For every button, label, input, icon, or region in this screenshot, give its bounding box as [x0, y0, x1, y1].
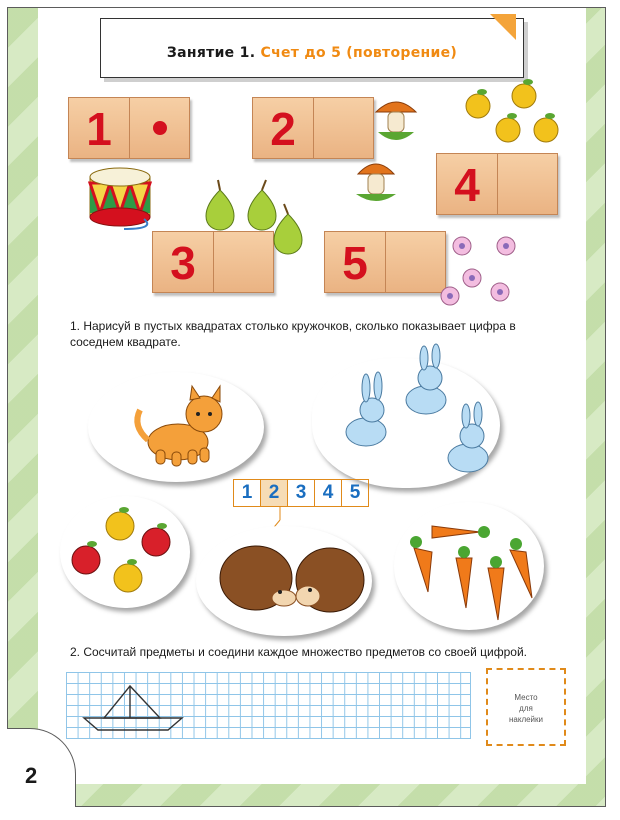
strip-number-1[interactable]: 1 [234, 480, 261, 506]
header-corner-tab [490, 14, 516, 40]
tile-digit: 2 [270, 103, 296, 155]
tile-2-left [253, 98, 313, 158]
task2-instruction: 2. Сосчитай предметы и соедини каждое множество предметов со своей цифрой. [70, 645, 527, 659]
sticker-label-3: наклейки [508, 715, 543, 724]
hedgehogs-icon [218, 540, 368, 622]
page-number: 2 [25, 763, 38, 788]
strip-number-5[interactable]: 5 [349, 482, 361, 503]
tile-digit: 3 [170, 237, 196, 289]
tile-dot [153, 121, 167, 135]
number-strip [233, 479, 369, 507]
tile-4-right[interactable] [497, 154, 558, 214]
tile-1-right[interactable] [129, 98, 190, 158]
flowers-icon [436, 230, 526, 312]
tile-digit: 5 [342, 237, 368, 289]
tile-digit: 1 [86, 103, 112, 155]
mushrooms-icon [350, 94, 422, 206]
lesson-header [100, 18, 524, 78]
tile-1 [68, 97, 190, 159]
red-yellow-apples-icon [66, 498, 186, 602]
tile-4-left [437, 154, 497, 214]
sticker-label-1: Место [514, 693, 538, 702]
kitten-icon [128, 380, 232, 472]
strip-number-2[interactable]: 2 [261, 480, 288, 506]
tile-5 [324, 231, 446, 293]
strip-number-4[interactable]: 4 [315, 480, 342, 506]
sticker-placeholder[interactable] [486, 668, 566, 746]
tile-digit: 4 [454, 159, 480, 211]
tile-1-left [69, 98, 129, 158]
lesson-topic: Счет до 5 (повторение) [260, 45, 458, 61]
pears-icon [200, 172, 312, 260]
sticker-label-2: для [519, 704, 533, 713]
lesson-title [101, 45, 523, 61]
rabbits-icon [326, 352, 496, 482]
task1-instruction: 1. Нарисуй в пустых квадратах столько кружочков, сколько показывает цифра в соседнем квадрате. [70, 319, 516, 349]
lesson-label: Занятие 1. [166, 45, 256, 61]
tile-4 [436, 153, 558, 215]
strip-number-3[interactable]: 3 [288, 480, 315, 506]
drum-icon [84, 163, 156, 233]
tile-5-left [325, 232, 385, 292]
apples-icon [462, 80, 566, 150]
carrots-icon [402, 512, 542, 622]
paper-boat-icon [84, 684, 188, 732]
